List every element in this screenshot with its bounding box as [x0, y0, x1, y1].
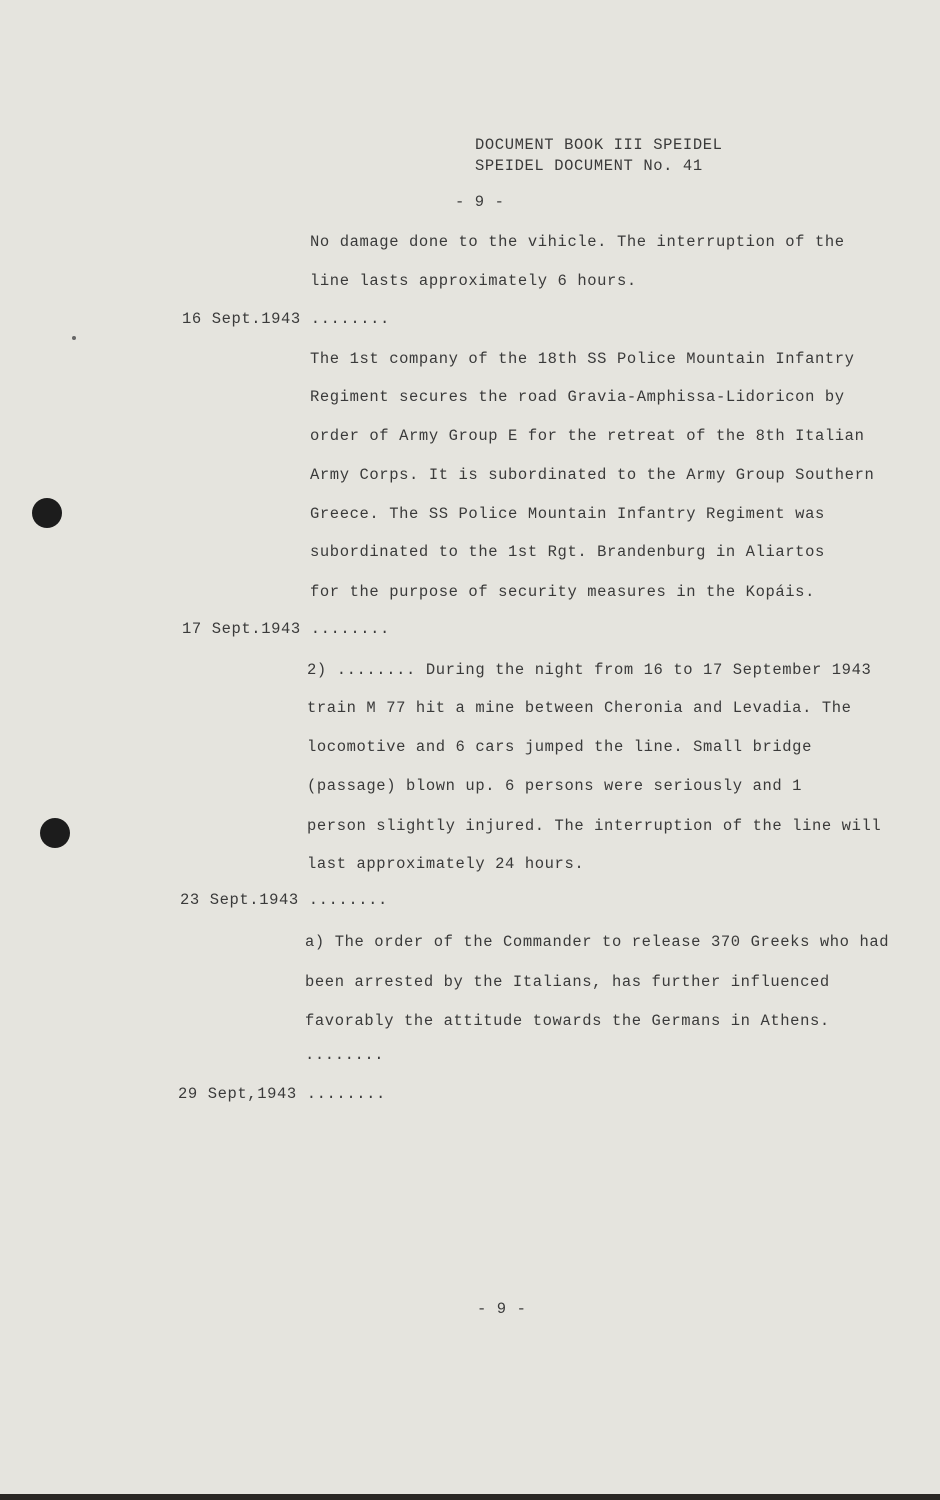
entry-16-line-6: subordinated to the 1st Rgt. Brandenburg in Aliartos: [310, 543, 825, 561]
entry-23-line-2: been arrested by the Italians, has further influenced: [305, 973, 830, 991]
entry-16-line-2: Regiment secures the road Gravia-Amphissa-Lidoricon by: [310, 388, 845, 406]
punch-hole-bottom: [40, 818, 70, 848]
intro-line-1: No damage done to the vihicle. The interruption of the: [310, 233, 845, 251]
entry-date-16-sept: 16 Sept.1943 ........: [182, 310, 390, 328]
entry-17-line-5: person slightly injured. The interruption of the line will: [307, 817, 882, 835]
page-number-top: - 9 -: [455, 193, 505, 211]
entry-16-line-3: order of Army Group E for the retreat of the 8th Italian: [310, 427, 865, 445]
entry-16-line-7: for the purpose of security measures in the Kopáis.: [310, 583, 815, 601]
intro-line-2: line lasts approximately 6 hours.: [310, 272, 637, 290]
doc-book-title: DOCUMENT BOOK III SPEIDEL: [475, 136, 723, 154]
entry-17-line-2: train M 77 hit a mine between Cheronia and Levadia. The: [307, 699, 852, 717]
punch-hole-top: [32, 498, 62, 528]
scan-bottom-edge: [0, 1494, 940, 1500]
entry-16-line-1: The 1st company of the 18th SS Police Mountain Infantry: [310, 350, 855, 368]
page-number-bottom: - 9 -: [477, 1300, 527, 1318]
entry-date-29-sept: 29 Sept,1943 ........: [178, 1085, 386, 1103]
entry-17-line-1: 2) ........ During the night from 16 to 17 September 1943: [307, 661, 872, 679]
entry-17-line-6: last approximately 24 hours.: [307, 855, 585, 873]
entry-17-line-3: locomotive and 6 cars jumped the line. Small bridge: [307, 738, 812, 756]
entry-16-line-4: Army Corps. It is subordinated to the Army Group Southern: [310, 466, 875, 484]
entry-date-17-sept: 17 Sept.1943 ........: [182, 620, 390, 638]
entry-date-23-sept: 23 Sept.1943 ........: [180, 891, 388, 909]
entry-23-ellipsis: ........: [305, 1046, 385, 1064]
entry-23-line-1: a) The order of the Commander to release 370 Greeks who had: [305, 933, 890, 951]
paper-speck: [72, 336, 76, 340]
entry-23-line-3: favorably the attitude towards the Germans in Athens.: [305, 1012, 830, 1030]
entry-17-line-4: (passage) blown up. 6 persons were seriously and 1: [307, 777, 803, 795]
entry-16-line-5: Greece. The SS Police Mountain Infantry Regiment was: [310, 505, 825, 523]
doc-number: SPEIDEL DOCUMENT No. 41: [475, 157, 703, 175]
